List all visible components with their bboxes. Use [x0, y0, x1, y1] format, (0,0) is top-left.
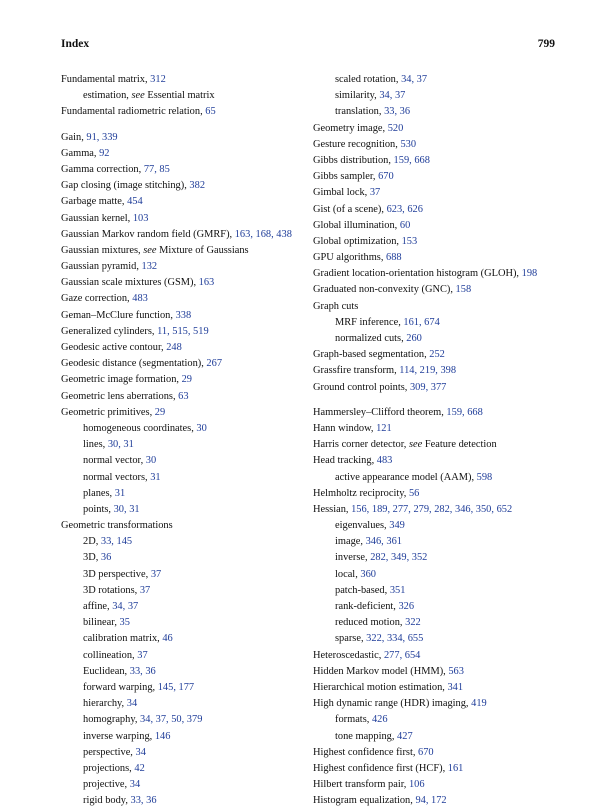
index-term: Global illumination,	[313, 219, 400, 231]
page-reference-link[interactable]: 670	[378, 171, 394, 183]
index-subentry	[61, 502, 309, 518]
page-reference-link[interactable]: 351	[389, 584, 406, 596]
index-term: Euclidean,	[83, 665, 130, 677]
index-column-right	[313, 72, 563, 809]
index-subentry	[61, 599, 309, 615]
index-entry	[313, 793, 563, 809]
page-reference-link[interactable]: 106	[408, 779, 425, 791]
page-reference-link[interactable]: 520	[387, 122, 404, 134]
index-entry	[61, 146, 309, 162]
index-subentry	[61, 615, 309, 631]
index-entry	[61, 162, 309, 178]
index-subentry	[61, 664, 309, 680]
index-term: Gaussian Markov random field (GMRF),	[61, 228, 235, 240]
page-number: 799	[537, 38, 555, 50]
index-term: Gamma,	[61, 147, 100, 159]
index-term: Helmholtz reciprocity,	[313, 487, 409, 499]
page-reference-link[interactable]: 282, 349, 352	[370, 552, 428, 564]
page-reference-link[interactable]: 103	[132, 212, 149, 224]
index-term: forward warping,	[83, 681, 158, 693]
index-term: GPU algorithms,	[313, 252, 387, 264]
index-term: Graph cuts	[313, 300, 359, 312]
page-reference-link[interactable]: 530	[400, 138, 417, 150]
page-reference-link[interactable]: 563	[448, 665, 464, 677]
page-reference-link[interactable]: 31	[114, 487, 126, 499]
index-term: Hammersley–Clifford theorem,	[313, 406, 447, 418]
index-subentry	[61, 421, 309, 437]
page-reference-link[interactable]: 37	[150, 568, 162, 580]
page-reference-link[interactable]: 163, 168, 438	[234, 228, 292, 240]
index-term: MRF inference,	[335, 316, 404, 328]
index-subentry	[313, 72, 563, 88]
index-term: rank-deficient,	[335, 601, 399, 612]
index-entry	[61, 389, 309, 405]
page-reference-link[interactable]: 145, 177	[157, 681, 195, 693]
index-subentry	[313, 534, 563, 550]
index-term: inverse warping,	[83, 730, 155, 742]
page-reference-link[interactable]: 161, 674	[403, 316, 440, 328]
index-term: 2D,	[83, 536, 101, 548]
index-term: 3D,	[83, 552, 101, 564]
page-reference-link[interactable]: 29	[154, 406, 166, 418]
index-entry	[313, 234, 563, 250]
index-entry	[313, 282, 563, 298]
index-entry	[313, 218, 563, 234]
index-entry	[313, 121, 563, 137]
index-subentry	[313, 518, 563, 534]
see-reference: see	[143, 244, 157, 256]
index-term: Gain,	[61, 131, 87, 143]
page-reference-link[interactable]: 33, 36	[130, 795, 157, 807]
page-reference-link[interactable]: 322	[405, 617, 421, 629]
index-entry	[61, 275, 309, 291]
index-subentry	[61, 583, 309, 599]
index-subentry	[313, 104, 563, 120]
index-term: Fundamental radiometric relation,	[61, 106, 206, 118]
index-subentry	[313, 315, 563, 331]
page-reference-link[interactable]: 46	[162, 633, 173, 645]
index-term: projections,	[83, 762, 135, 774]
index-entry	[61, 72, 309, 88]
page-reference-link[interactable]: 42	[134, 762, 145, 774]
page-reference-link[interactable]: 30	[196, 422, 207, 434]
index-entry	[61, 308, 309, 324]
page-reference-link[interactable]: 161	[447, 762, 464, 774]
index-term: points,	[83, 503, 114, 515]
index-subentry	[61, 761, 309, 777]
page-reference-link[interactable]: 688	[386, 252, 402, 264]
index-term: local,	[335, 568, 361, 580]
index-term: inverse,	[335, 552, 371, 564]
page-reference-link[interactable]: 34	[129, 779, 141, 791]
index-term: Gaze correction,	[61, 293, 133, 305]
page-reference-link[interactable]: 31	[150, 471, 161, 483]
see-reference: see	[408, 439, 423, 451]
index-term: Geometric image formation,	[61, 374, 182, 386]
index-subentry	[61, 534, 309, 550]
page-reference-link[interactable]: 36	[100, 552, 112, 564]
page-header	[61, 38, 555, 54]
index-term: Heteroscedastic,	[313, 649, 384, 661]
index-term: Hilbert transform pair,	[313, 779, 409, 791]
index-term: formats,	[335, 714, 372, 726]
index-term: normal vectors,	[83, 471, 151, 483]
index-term: Histogram equalization,	[313, 795, 416, 807]
index-entry	[313, 486, 563, 502]
index-term: Gibbs sampler,	[313, 171, 379, 183]
index-entry	[61, 340, 309, 356]
index-term: bilinear,	[83, 617, 120, 629]
page-reference-link[interactable]: 360	[360, 568, 376, 580]
index-subentry	[313, 615, 563, 631]
index-term: estimation,	[83, 90, 132, 102]
page-reference-link[interactable]: 312	[150, 74, 166, 85]
index-subentry	[61, 631, 309, 647]
index-subentry	[313, 88, 563, 104]
page-reference-link[interactable]: 65	[205, 106, 216, 118]
index-term: Gibbs distribution,	[313, 154, 394, 166]
page-reference-link[interactable]: 159, 668	[446, 406, 483, 418]
index-entry	[61, 291, 309, 307]
index-term: Gimbal lock,	[313, 187, 370, 199]
index-subentry	[61, 437, 309, 453]
page-reference-link[interactable]: 94, 172	[415, 795, 447, 807]
page-reference-link[interactable]: 33, 36	[129, 665, 156, 677]
index-term: Gaussian pyramid,	[61, 261, 142, 273]
page-reference-link[interactable]: 341	[447, 681, 464, 693]
index-term: Hierarchical motion estimation,	[313, 681, 448, 693]
index-entry	[313, 363, 563, 379]
index-term: scaled rotation,	[335, 74, 402, 85]
page-reference-link[interactable]: 30, 31	[113, 503, 140, 515]
index-term: Geodesic active contour,	[61, 342, 167, 353]
index-term: homography,	[83, 714, 141, 726]
page-reference-link[interactable]: 156, 189, 277, 279, 282, 346, 350, 652	[351, 503, 513, 515]
page-reference-link[interactable]: 322, 334, 655	[366, 633, 424, 645]
page-reference-link[interactable]: 338	[175, 309, 192, 321]
index-subentry	[61, 777, 309, 793]
index-term: Head tracking,	[313, 455, 377, 467]
see-target: Essential matrix	[144, 90, 215, 102]
index-subentry	[61, 567, 309, 583]
index-entry	[61, 356, 309, 372]
index-subentry	[61, 696, 309, 712]
page-reference-link[interactable]: 11, 515, 519	[157, 325, 209, 337]
index-entry	[313, 648, 563, 664]
index-term: Geometry image,	[313, 122, 388, 134]
page-reference-link[interactable]: 60	[399, 219, 411, 231]
page-reference-link[interactable]: 163	[198, 277, 215, 289]
index-term: normalized cuts,	[335, 333, 407, 344]
index-entry	[313, 250, 563, 266]
index-subentry	[313, 567, 563, 583]
letter-group-gap	[313, 396, 563, 405]
index-term: translation,	[335, 106, 385, 118]
index-subentry	[61, 88, 309, 104]
index-term: patch-based,	[335, 584, 390, 596]
page-reference-link[interactable]: 454	[127, 196, 143, 208]
index-entry	[313, 405, 563, 421]
index-entry	[61, 405, 309, 421]
index-term: hierarchy,	[83, 698, 127, 710]
index-term: eigenvalues,	[335, 520, 390, 532]
index-term: lines,	[83, 439, 108, 451]
index-entry	[313, 761, 563, 777]
index-subentry	[61, 648, 309, 664]
index-entry	[61, 324, 309, 340]
index-term: image,	[335, 536, 366, 548]
index-entry	[61, 243, 309, 259]
index-term: Highest confidence first (HCF),	[313, 762, 448, 774]
page-reference-link[interactable]: 598	[476, 471, 493, 483]
page-reference-link[interactable]: 77, 85	[143, 163, 170, 175]
page-reference-link[interactable]: 114, 219, 398	[399, 365, 457, 377]
index-entry	[61, 104, 309, 120]
index-term: Geometric lens aberrations,	[61, 390, 179, 402]
index-term: homogeneous coordinates,	[83, 422, 197, 434]
page-reference-link[interactable]: 252	[429, 349, 445, 361]
index-subentry	[313, 583, 563, 599]
index-term: Geometric transformations	[61, 520, 173, 532]
index-term: Highest confidence first,	[313, 746, 419, 758]
index-entry	[313, 777, 563, 793]
page-reference-link[interactable]: 63	[178, 390, 189, 402]
index-subentry	[313, 550, 563, 566]
page-reference-link[interactable]: 37	[137, 649, 148, 661]
index-term: rigid body,	[83, 795, 131, 807]
index-term: Hessian,	[313, 503, 352, 515]
index-term: Gaussian kernel,	[61, 212, 133, 224]
page-reference-link[interactable]: 34	[135, 746, 146, 758]
running-header-title: Index	[61, 38, 90, 50]
page-reference-link[interactable]: 30	[145, 455, 157, 467]
page-reference-link[interactable]: 37	[139, 584, 151, 596]
index-entry	[313, 696, 563, 712]
index-entry	[313, 153, 563, 169]
index-entry	[313, 745, 563, 761]
index-subentry	[313, 470, 563, 486]
index-term: projective,	[83, 779, 130, 791]
index-entry	[61, 211, 309, 227]
index-subentry	[61, 486, 309, 502]
page-reference-link[interactable]: 158	[455, 284, 472, 296]
index-entry	[313, 266, 563, 282]
index-term: Gap closing (image stitching),	[61, 180, 190, 192]
index-entry	[61, 518, 309, 534]
page-reference-link[interactable]: 426	[371, 714, 388, 726]
page-reference-link[interactable]: 419	[471, 698, 487, 710]
index-subentry	[313, 712, 563, 728]
page-reference-link[interactable]: 483	[132, 293, 148, 305]
page-reference-link[interactable]: 670	[418, 746, 434, 758]
index-subentry	[313, 331, 563, 347]
page-reference-link[interactable]: 248	[166, 342, 182, 353]
page-reference-link[interactable]: 267	[206, 358, 223, 370]
index-subentry	[61, 712, 309, 728]
index-subentry	[313, 599, 563, 615]
index-subentry	[313, 729, 563, 745]
index-entry	[313, 437, 563, 453]
index-term: Graduated non-convexity (GNC),	[313, 284, 456, 296]
index-term: Hann window,	[313, 422, 377, 434]
index-entry	[313, 380, 563, 396]
index-term: High dynamic range (HDR) imaging,	[313, 698, 472, 710]
index-entry	[61, 130, 309, 146]
page-reference-link[interactable]: 326	[398, 601, 415, 612]
see-target: Feature detection	[422, 439, 497, 451]
page-reference-link[interactable]: 623, 626	[386, 203, 423, 215]
index-entry	[61, 194, 309, 210]
index-term: Ground control points,	[313, 381, 410, 393]
page-reference-link[interactable]: 34, 37	[401, 74, 428, 85]
index-term: similarity,	[335, 90, 380, 102]
index-term: Gesture recognition,	[313, 138, 401, 150]
index-term: Geman–McClure function,	[61, 309, 176, 321]
page-reference-link[interactable]: 30, 31	[107, 439, 134, 451]
page-reference-link[interactable]: 198	[521, 268, 538, 280]
letter-group-gap	[61, 121, 309, 130]
index-term: perspective,	[83, 746, 136, 758]
index-entry	[313, 137, 563, 153]
index-term: calibration matrix,	[83, 633, 163, 645]
index-term: Geodesic distance (segmentation),	[61, 358, 207, 370]
index-entry	[313, 185, 563, 201]
index-subentry	[61, 470, 309, 486]
page-reference-link[interactable]: 159, 668	[393, 154, 430, 166]
index-entry	[61, 227, 309, 243]
index-term: Graph-based segmentation,	[313, 349, 430, 361]
page-reference-link[interactable]: 132	[141, 261, 158, 273]
page-reference-link[interactable]: 483	[376, 455, 393, 467]
index-entry	[313, 664, 563, 680]
page-reference-link[interactable]: 35	[119, 617, 130, 629]
page-reference-link[interactable]: 427	[397, 730, 413, 742]
page-reference-link[interactable]: 309, 377	[409, 381, 447, 393]
index-term: Grassfire transform,	[313, 365, 400, 377]
index-entry	[313, 299, 563, 315]
page-reference-link[interactable]: 277, 654	[383, 649, 421, 661]
index-entry	[313, 453, 563, 469]
index-term: planes,	[83, 487, 115, 499]
index-term: Garbage matte,	[61, 196, 128, 208]
index-term: 3D rotations,	[83, 584, 140, 596]
see-target: Mixture of Gaussians	[156, 244, 249, 256]
see-reference: see	[131, 90, 145, 102]
page-reference-link[interactable]: 346, 361	[365, 536, 402, 548]
index-entry	[61, 259, 309, 275]
index-term: Fundamental matrix,	[61, 74, 151, 85]
index-subentry	[61, 793, 309, 809]
page-reference-link[interactable]: 33, 145	[100, 536, 133, 548]
index-term: Geometric primitives,	[61, 406, 155, 418]
page-reference-link[interactable]: 153	[401, 235, 418, 247]
page-reference-link[interactable]: 91, 339	[86, 131, 118, 143]
index-term: sparse,	[335, 633, 367, 645]
index-subentry	[313, 631, 563, 647]
index-term: collineation,	[83, 649, 138, 661]
index-term: normal vector,	[83, 455, 146, 467]
index-entry	[313, 421, 563, 437]
index-term: Gradient location-orientation histogram (GLOH),	[313, 268, 522, 280]
page-reference-link[interactable]: 349	[389, 520, 405, 532]
index-entry	[313, 502, 563, 518]
page-reference-link[interactable]: 146	[154, 730, 171, 742]
index-entry	[61, 178, 309, 194]
page-reference-link[interactable]: 34, 37, 50, 379	[140, 714, 203, 726]
page-reference-link[interactable]: 56	[408, 487, 420, 499]
index-term: active appearance model (AAM),	[335, 471, 477, 483]
page-reference-link[interactable]: 34	[126, 698, 138, 710]
index-subentry	[61, 550, 309, 566]
page-reference-link[interactable]: 121	[376, 422, 392, 434]
index-term: Harris corner detector,	[313, 439, 409, 451]
page-reference-link[interactable]: 29	[181, 374, 192, 386]
index-term: 3D perspective,	[83, 568, 151, 580]
index-term: Gamma correction,	[61, 163, 144, 175]
page-reference-link[interactable]: 34, 37	[379, 90, 406, 102]
index-term: Gist (of a scene),	[313, 203, 387, 215]
page-reference-link[interactable]: 92	[99, 147, 110, 159]
page-reference-link[interactable]: 34, 37	[112, 601, 139, 612]
index-column-left	[61, 72, 309, 809]
index-term: Generalized cylinders,	[61, 325, 158, 337]
index-entry	[313, 347, 563, 363]
index-term: Hidden Markov model (HMM),	[313, 665, 449, 677]
index-term: Gaussian mixtures,	[61, 244, 144, 256]
index-entry	[313, 202, 563, 218]
index-subentry	[61, 680, 309, 696]
page-reference-link[interactable]: 33, 36	[384, 106, 411, 118]
index-term: tone mapping,	[335, 730, 398, 742]
index-subentry	[61, 729, 309, 745]
index-entry	[61, 372, 309, 388]
index-entry	[313, 680, 563, 696]
index-term: Global optimization,	[313, 235, 402, 247]
index-entry	[313, 169, 563, 185]
index-subentry	[61, 745, 309, 761]
page-reference-link[interactable]: 260	[406, 333, 422, 344]
index-term: Gaussian scale mixtures (GSM),	[61, 277, 199, 289]
index-term: affine,	[83, 601, 113, 612]
page-reference-link[interactable]: 37	[369, 187, 381, 199]
page-reference-link[interactable]: 382	[189, 180, 206, 192]
index-subentry	[61, 453, 309, 469]
index-term: reduced motion,	[335, 617, 406, 629]
